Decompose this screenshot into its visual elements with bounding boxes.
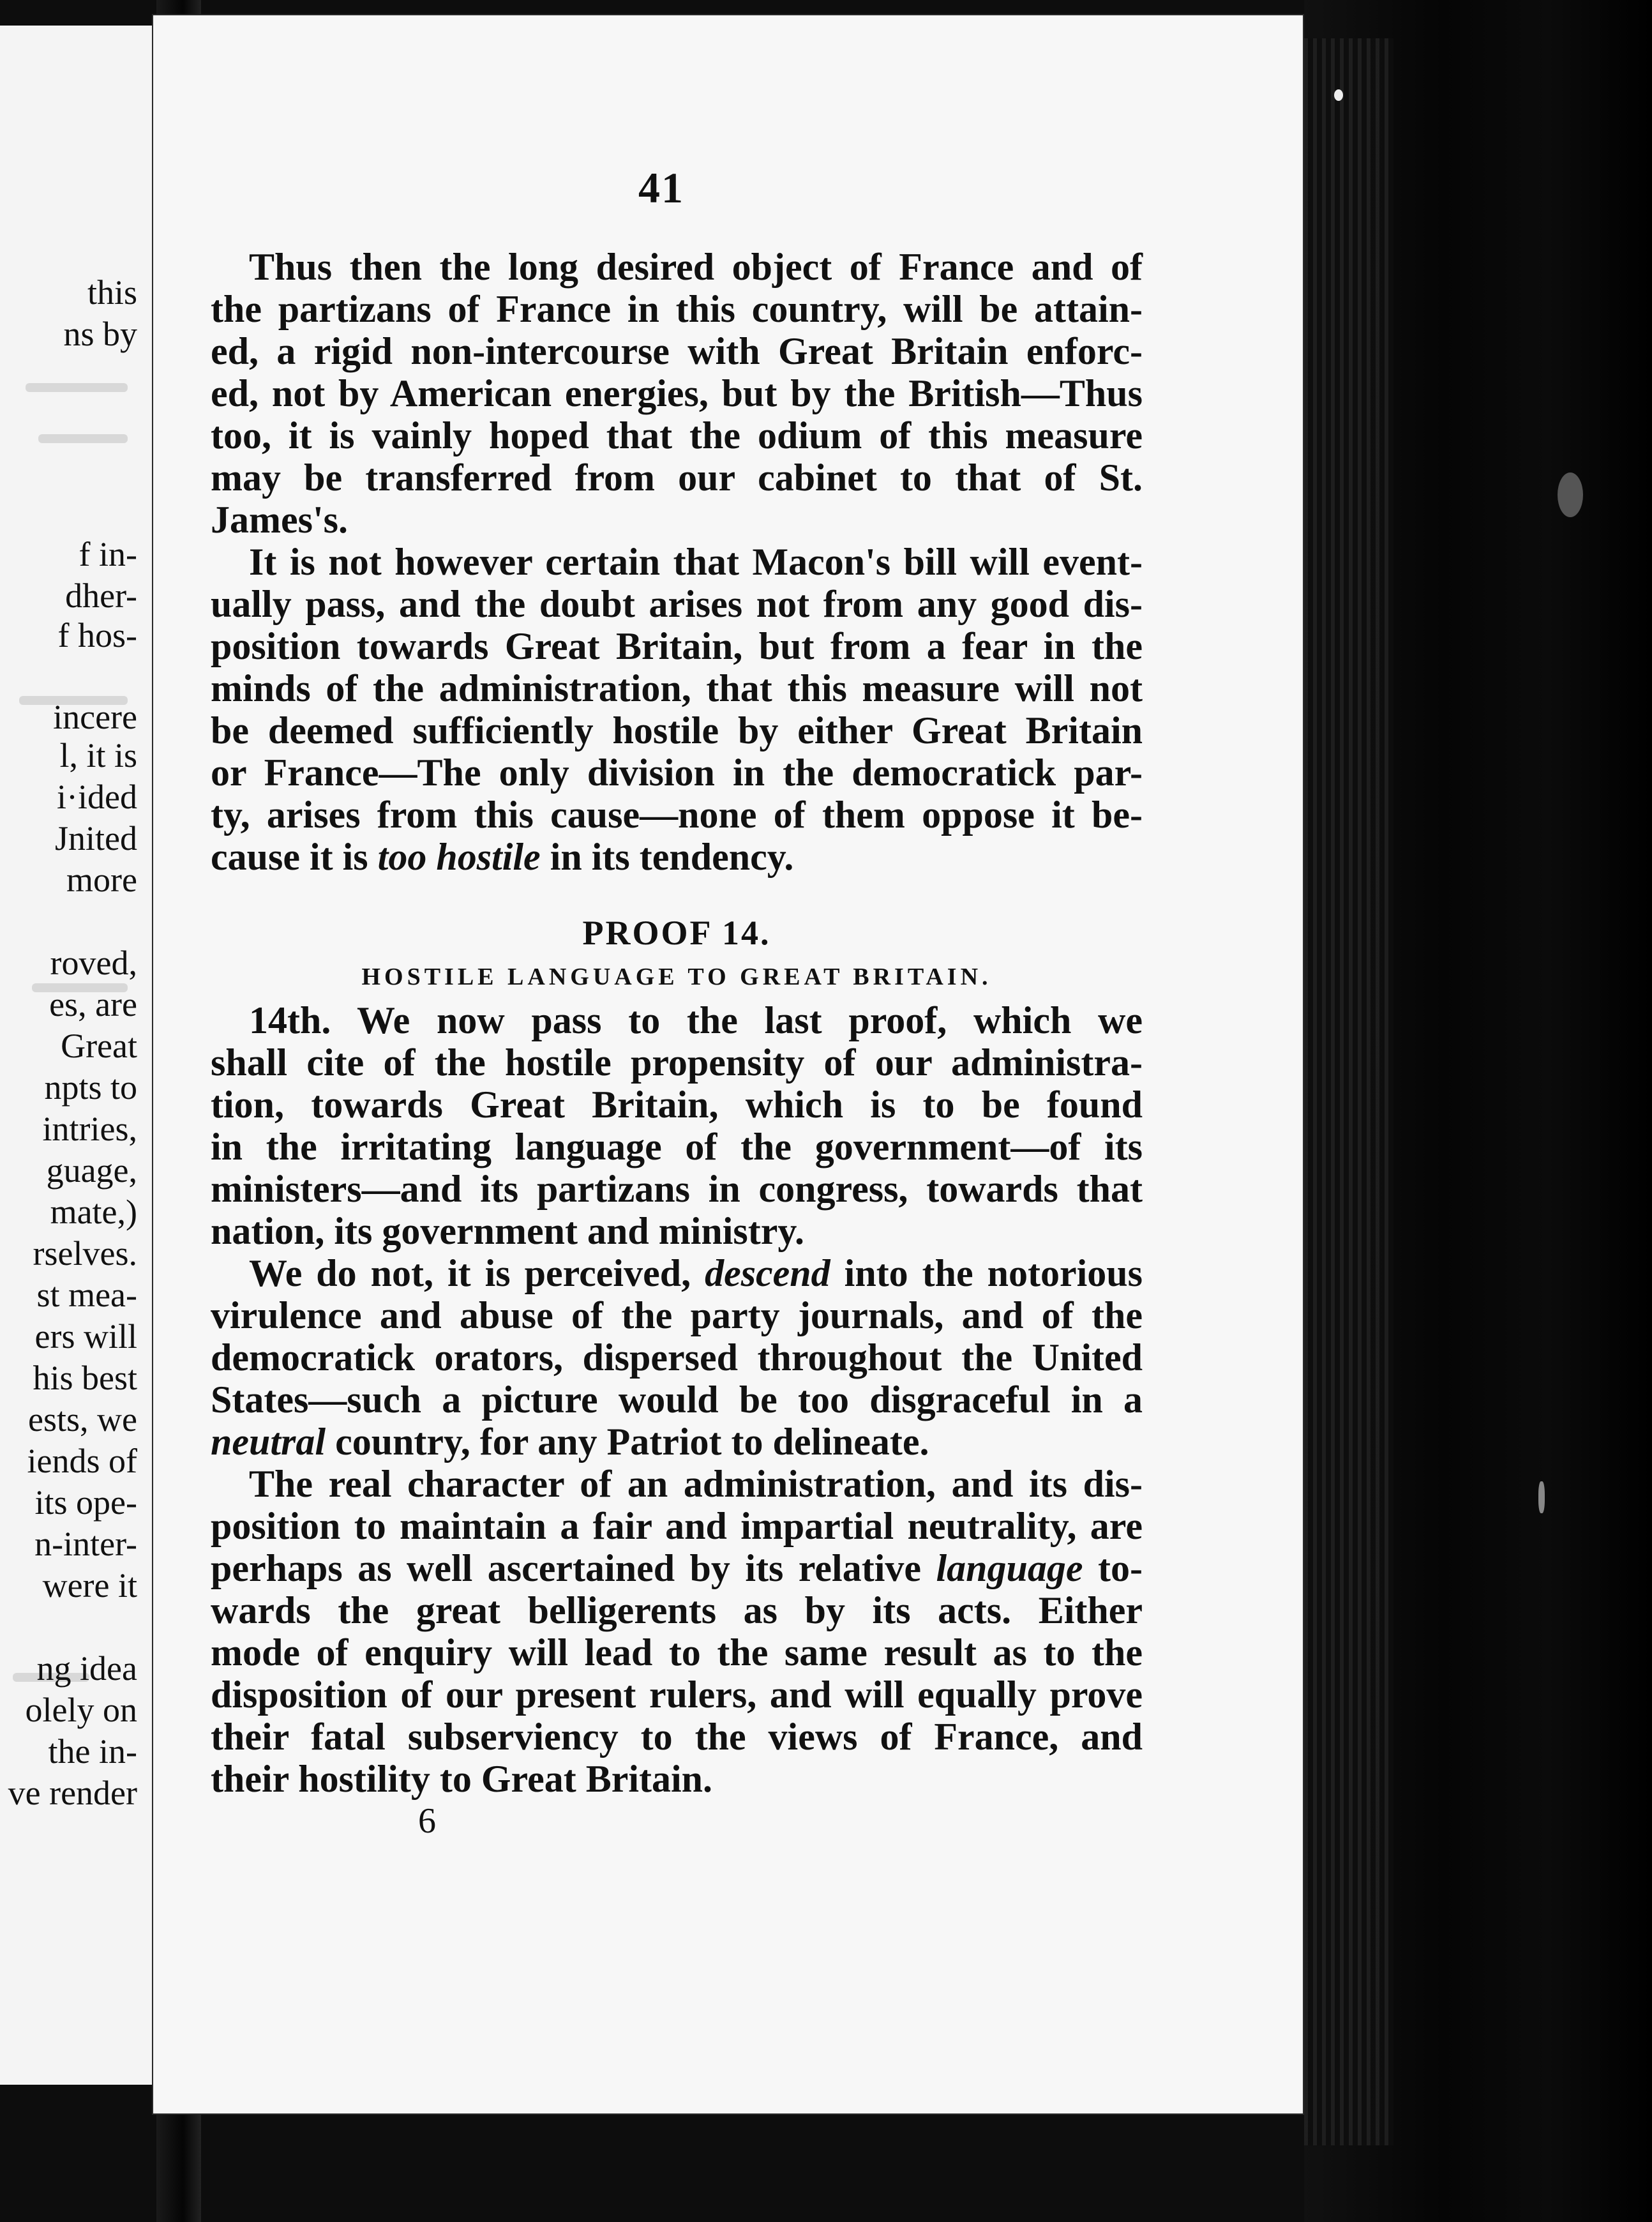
left-page-text-fragment: ns by bbox=[63, 315, 137, 353]
signature-mark: 6 bbox=[418, 1801, 436, 1841]
text-line: their fatal subserviency to the views of France, and bbox=[211, 1716, 1143, 1758]
text-line: the partizans of France in this country, will be attain- bbox=[211, 288, 1143, 330]
text-line: tion, towards Great Britain, which is to be found bbox=[211, 1084, 1143, 1126]
left-page-text-fragment: ve render bbox=[8, 1774, 137, 1812]
section-heading: PROOF 14. bbox=[582, 914, 771, 952]
left-page-text-fragment: its ope- bbox=[34, 1483, 137, 1522]
text-line: The real character of an administration, and its dis- bbox=[249, 1463, 1143, 1505]
italic-phrase: too hostile bbox=[377, 836, 541, 878]
left-page-text-fragment: l, it is bbox=[59, 736, 137, 775]
text-line bbox=[211, 836, 1143, 878]
text-line: or France—The only division in the democratick par- bbox=[211, 752, 1143, 794]
scan-speck bbox=[1538, 1481, 1545, 1513]
text-line: too, it is vainly hoped that the odium of this measure bbox=[211, 414, 1143, 457]
text-line: be deemed sufficiently hostile by either Great Britain bbox=[211, 709, 1143, 752]
text-span: cause it is bbox=[211, 836, 378, 878]
scan-speck bbox=[1558, 472, 1583, 517]
text-line: It is not however certain that Macon's bill will event- bbox=[249, 541, 1143, 583]
left-page-text-fragment: dher- bbox=[65, 577, 137, 615]
text-line: their hostility to Great Britain. bbox=[211, 1758, 713, 1800]
left-page-text-fragment: f hos- bbox=[57, 616, 137, 654]
left-page-text-fragment: iends of bbox=[27, 1442, 137, 1480]
text-line bbox=[249, 1252, 1143, 1294]
text-line: position towards Great Britain, but from a fear in the bbox=[211, 625, 1143, 667]
left-page-text-fragment: Great bbox=[61, 1027, 137, 1065]
left-page-text-fragment: mate,) bbox=[50, 1193, 137, 1231]
text-span: country, for any Patriot to delineate. bbox=[326, 1421, 929, 1463]
text-line: nation, its government and ministry. bbox=[211, 1210, 805, 1252]
text-line: ty, arises from this cause—none of them oppose it be- bbox=[211, 794, 1143, 836]
text-line: ed, a rigid non-intercourse with Great Britain enforc- bbox=[211, 330, 1143, 372]
text-line: minds of the administration, that this measure will not bbox=[211, 667, 1143, 709]
text-line: shall cite of the hostile propensity of our administra- bbox=[211, 1041, 1143, 1084]
left-page-text-fragment: es, are bbox=[49, 985, 137, 1024]
text-line: 14th. We now pass to the last proof, which we bbox=[249, 999, 1143, 1041]
text-line bbox=[211, 1421, 1143, 1463]
left-page-text-fragment: ng idea bbox=[36, 1649, 137, 1688]
left-page-text-fragment: npts to bbox=[44, 1068, 137, 1107]
left-page-text-fragment: Jnited bbox=[55, 819, 137, 858]
left-page-text-fragment: rselves. bbox=[33, 1234, 137, 1273]
page-number: 41 bbox=[638, 163, 684, 212]
text-line: ually pass, and the doubt arises not from any good dis- bbox=[211, 583, 1143, 625]
text-span: We do not, it is perceived, bbox=[249, 1252, 705, 1294]
left-page-text-fragment: st mea- bbox=[36, 1276, 137, 1314]
text-line: wards the great belligerents as by its acts. Either bbox=[211, 1589, 1143, 1631]
left-page-text-fragment: ers will bbox=[34, 1317, 137, 1356]
left-page-text-fragment: intries, bbox=[42, 1110, 137, 1148]
text-line bbox=[211, 1547, 1143, 1589]
left-page-text-fragment: the in- bbox=[48, 1732, 137, 1771]
text-line: disposition of our present rulers, and will equally prove bbox=[211, 1674, 1143, 1716]
text-line: Thus then the long desired object of France and of bbox=[249, 246, 1143, 288]
text-span: into the notorious bbox=[830, 1252, 1143, 1294]
left-page-text-fragment: f in- bbox=[79, 535, 137, 573]
left-page-text-fragment: this bbox=[87, 273, 137, 312]
left-page-text-fragment: incere bbox=[53, 698, 137, 736]
text-line: States—such a picture would be too disgraceful in a bbox=[211, 1379, 1143, 1421]
left-page-text-fragment: ests, we bbox=[28, 1400, 137, 1439]
text-line: ministers—and its partizans in congress, towards that bbox=[211, 1168, 1143, 1210]
text-line: may be transferred from our cabinet to that of St. bbox=[211, 457, 1143, 499]
left-page-text-fragment: n-inter- bbox=[34, 1525, 137, 1563]
text-line: position to maintain a fair and impartial neutrality, are bbox=[211, 1505, 1143, 1547]
text-line: virulence and abuse of the party journals, and of the bbox=[211, 1294, 1143, 1336]
left-page-text-fragment: were it bbox=[42, 1566, 137, 1605]
text-line: James's. bbox=[211, 499, 348, 541]
text-line: ed, not by American energies, but by the British—Thus bbox=[211, 372, 1143, 414]
page-stack-edges bbox=[1304, 38, 1393, 2145]
italic-phrase: neutral bbox=[211, 1421, 326, 1463]
left-page-text-fragment: more bbox=[66, 861, 137, 899]
left-page-fragment bbox=[0, 26, 156, 2085]
text-line: mode of enquiry will lead to the same result as to the bbox=[211, 1631, 1143, 1674]
text-span: perhaps as well ascertained by its relative bbox=[211, 1547, 936, 1589]
text-span: to- bbox=[1083, 1547, 1143, 1589]
left-page-text-fragment: olely on bbox=[25, 1691, 137, 1729]
italic-phrase: language bbox=[936, 1547, 1083, 1589]
scan-speck bbox=[1334, 89, 1343, 101]
left-page-text-fragment: his best bbox=[33, 1359, 137, 1397]
left-page-text-fragment: roved, bbox=[50, 944, 137, 982]
text-line: democratick orators, dispersed throughout the United bbox=[211, 1336, 1143, 1379]
text-line: in the irritating language of the government—of its bbox=[211, 1126, 1143, 1168]
italic-phrase: descend bbox=[705, 1252, 830, 1294]
text-span: in its tendency. bbox=[540, 836, 794, 878]
left-page-text-fragment: i·ided bbox=[57, 778, 137, 816]
left-page-text-fragment: guage, bbox=[46, 1151, 137, 1190]
section-subheading: HOSTILE LANGUAGE TO GREAT BRITAIN. bbox=[361, 964, 992, 990]
